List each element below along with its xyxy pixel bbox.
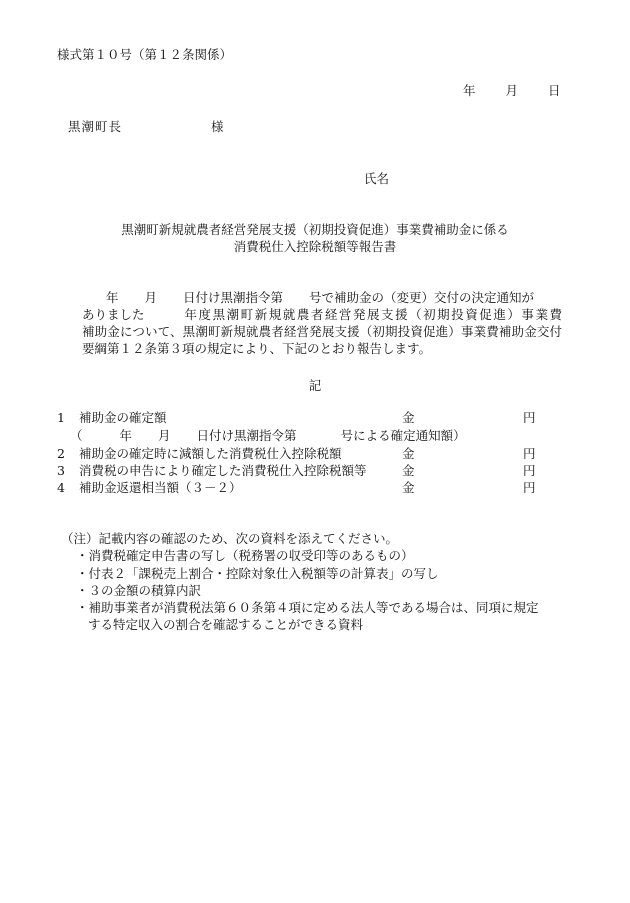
note-item: ・付表２「課税売上割合・控除対象仕入税額等の計算表」の写し [76,566,439,581]
body-line-3: 補助金について、黒潮町新規就農者経営発展支援（初期投資促進）事業費補助金交付 [82,324,562,339]
note-heading: （注）記載内容の確認のため、次の資料を添えてください。 [61,531,399,546]
item-3: 3 消費税の申告により確定した消費税仕入控除税額等 [57,463,367,478]
date-day: 日 [548,83,561,98]
applicant-name-label: 氏名 [364,171,390,186]
ki-heading: 記 [308,378,322,393]
form-number: 様式第１０号（第１２条関係） [57,47,233,62]
date-line [463,83,561,99]
date-month: 月 [505,83,519,98]
note-item: ・３の金額の積算内訳 [76,583,202,598]
note-item: ・消費税確定申告書の写し（税務署の収受印等のあるもの） [76,548,414,563]
date-year: 年 [463,83,476,98]
item-3-yen: 円 [523,463,536,478]
body-line-1: 年 月 日付け黒潮指令第 号で補助金の（変更）交付の決定通知が [106,290,535,305]
item-4: 4 補助金返還相当額（３－２） [57,480,242,495]
item-4-kin: 金 [402,480,415,495]
item-1-note: （ 年 月 日付け黒潮指令第 号による確定通知額） [70,428,466,443]
item-2-kin: 金 [402,446,415,461]
item-2: 2 補助金の確定時に減額した消費税仕入控除税額 [57,446,342,461]
document-title-line1: 黒潮町新規就農者経営発展支援（初期投資促進）事業費補助金に係る [121,222,509,237]
item-3-kin: 金 [402,463,415,478]
document-title-line2: 消費税仕入控除税額等報告書 [233,239,397,254]
item-1-yen: 円 [523,410,536,425]
note-item-continuation: する特定収入の割合を確認することができる資料 [88,617,364,632]
addressee-honorific: 様 [211,119,224,134]
item-4-yen: 円 [523,480,536,495]
item-1: 1 補助金の確定額 [57,410,167,425]
body-line-2: ありました 年度黒潮町新規就農者経営発展支援（初期投資促進）事業費 [82,307,562,322]
addressee-name: 黒潮町長 [68,119,123,134]
body-line-4: 要綱第１２条第３項の規定により、下記のとおり報告します。 [82,341,432,356]
item-2-yen: 円 [523,446,536,461]
note-item: ・補助事業者が消費税法第６０条第４項に定める法人等である場合は、同項に規定 [76,600,539,615]
item-1-kin: 金 [402,410,415,425]
